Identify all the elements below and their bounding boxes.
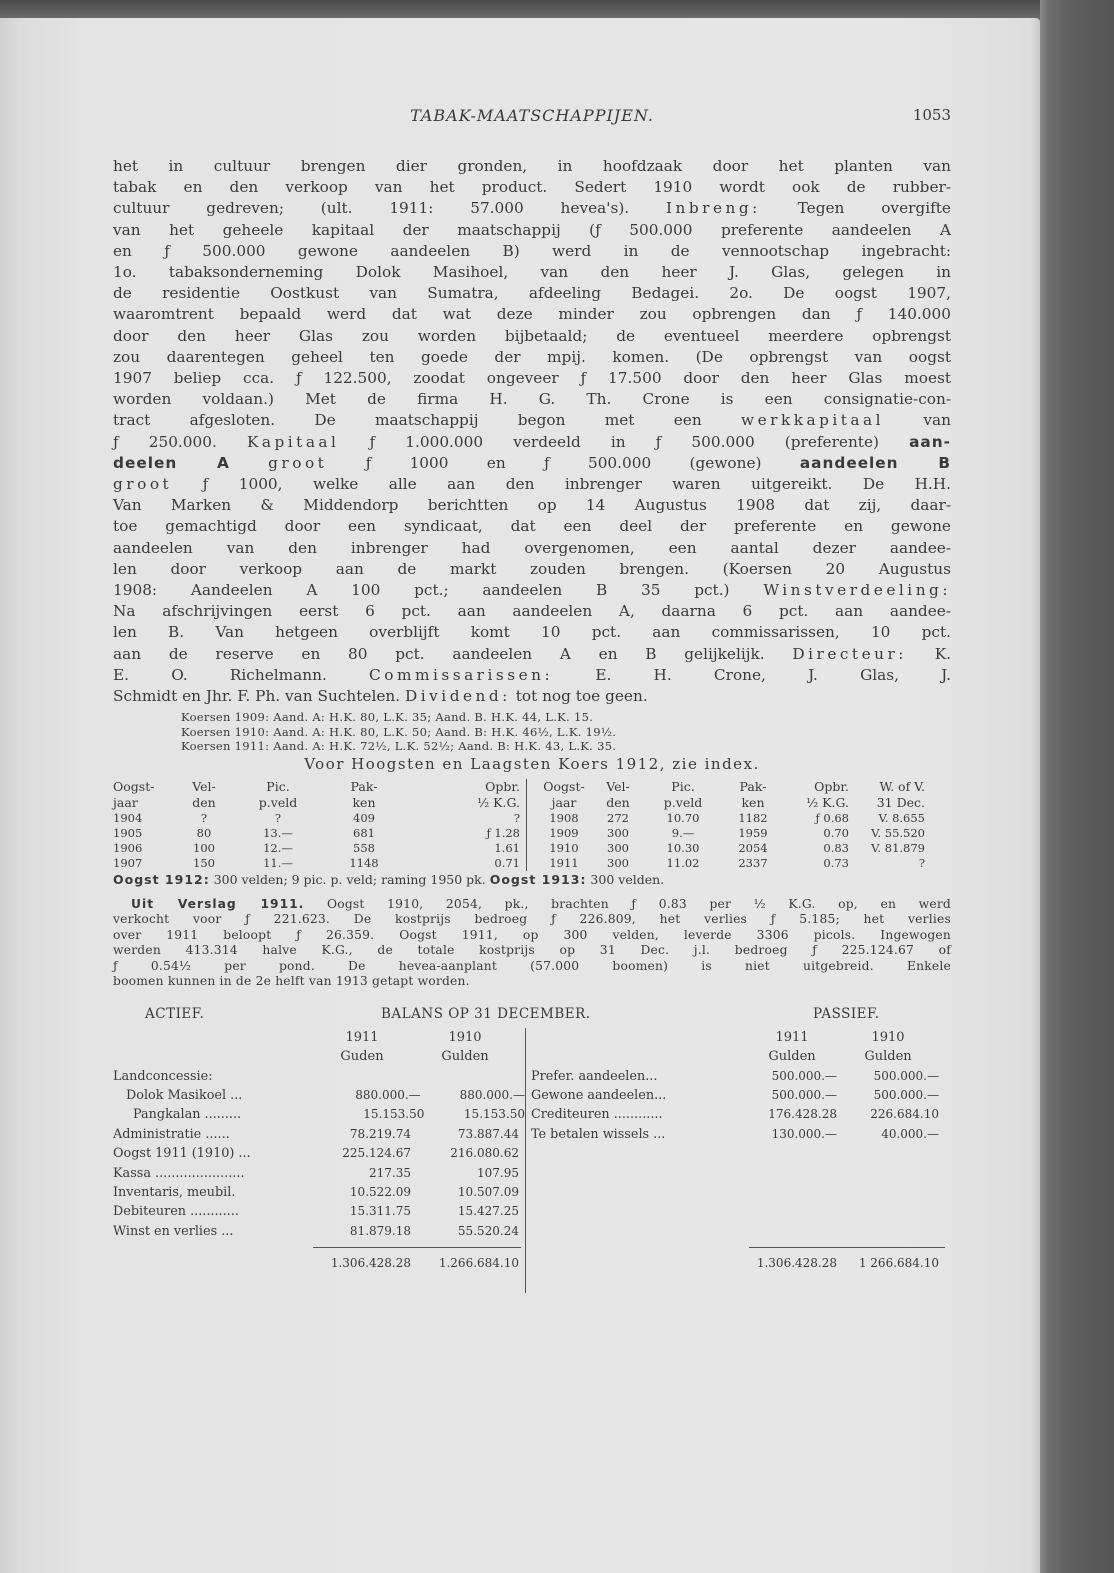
koersen-list (181, 710, 951, 754)
text-line: zou daarentegen geheel ten goede der mpij. komen. (De opbrengst van oogst (113, 347, 951, 366)
body-text (113, 156, 951, 707)
text-line: van het geheele kapitaal der maatschappij (ƒ 500.000 preferente aandeelen A (113, 220, 951, 239)
table-row: 1905 80 13.— 681 ƒ 1.28 (113, 825, 520, 840)
table-header-row: Oogst- Vel- Pic. Pak- Opbr. (113, 778, 520, 794)
actief-label: ACTIEF. (145, 1005, 205, 1022)
text-line: Uit Verslag 1911. Oogst 1910, 2054, pk., brachten ƒ 0.83 per ½ K.G. op, en werd (131, 896, 952, 911)
actief-column: 1911 1910 Guden Gulden Landconcessie: Dolok Masikoel ... 880.000.— 880.000.— Pangkalan ......... 15.153.50 15.153.50 Administratie ...... 78.219.74 73.887.44 Oogst 1911 (1910) ... 225.124.67 216.080.62 Kassa ...................... 217.35 107.95 Inventaris, meubil. 10.522.09 10.507.09 Debiteuren ............ 15.311.75 15.427.25 Winst en verlies ... 81.879.18 55.520.24 1.306.428.28 1.266.684.10 (113, 1028, 526, 1293)
text-line: groot ƒ 1000, welke alle aan den inbrenger waren uitgereikt. De H.H. (113, 475, 951, 494)
balance-row: Te betalen wissels ... 130.000.— 40.000.— (531, 1126, 939, 1142)
table-row: 1909 300 9.— 1959 0.70 V. 55.520 (549, 825, 925, 840)
table-header-row: Oogst- Vel- Pic. Pak- Opbr. W. of V. (543, 778, 925, 794)
passief-column: 1911 1910 Gulden Gulden Prefer. aandeelen... 500.000.— 500.000.— Gewone aandeelen... 500.000.— 500.000.— Crediteuren ............ 176.428.28 226.684.10 Te betalen wissels ... 130.000.— 40.000.— 1.306.428.28 1 266.684.10 (527, 1028, 947, 1270)
text-line: Schmidt en Jhr. F. Ph. van Suchtelen. Dividend: tot nog toe geen. (113, 687, 648, 706)
page-content (113, 104, 951, 1296)
balance-row: Administratie ...... 78.219.74 73.887.44 (113, 1126, 519, 1142)
text-line: 1o. tabaksonderneming Dolok Masihoel, van den heer J. Glas, gelegen in (113, 263, 951, 282)
text-line: en ƒ 500.000 gewone aandeelen B) werd in de vennootschap ingebracht: (113, 241, 951, 260)
term-inbreng: Inbreng: (665, 199, 761, 218)
balance-sheet (113, 1006, 951, 1296)
balance-row: Crediteuren ............ 176.428.28 226.684.10 (531, 1107, 939, 1123)
text-line: cultuur gedreven; (ult. 1911: 57.000 hevea's). Inbreng: Tegen overgifte (113, 199, 951, 218)
table-header-row: jaar den p.veld ken ½ K.G. 31 Dec. (551, 794, 925, 810)
balance-row: Kassa ...................... 217.35 107.95 (113, 1165, 519, 1181)
term-directeur: Directeur: (792, 644, 907, 663)
table-row: 1910 300 10.30 2054 0.83 V. 81.879 (549, 840, 925, 855)
text-line: aandeelen van den inbrenger had overgenomen, een aantal dezer aandee- (113, 538, 951, 557)
balance-row: Pangkalan ......... 15.153.50 15.153.50 (133, 1107, 525, 1123)
passief-totals: 1.306.428.28 1 266.684.10 (756, 1256, 939, 1271)
text-line: ƒ 0.54½ per pond. De hevea-aanplant (57.000 boomen) is niet uitgebreid. Enkele (113, 958, 951, 973)
index-note: Voor Hoogsten en Laagsten Koers 1912, zie index. (304, 754, 760, 773)
text-line: 1907 beliep cca. ƒ 122.500, zoodat ongeveer ƒ 17.500 door den heer Glas moest (113, 369, 951, 388)
text-line: worden voldaan.) Met de firma H. G. Th. Crone is een consignatie-con- (113, 390, 951, 409)
balance-row: Landconcessie: (113, 1068, 213, 1084)
term-werkkapitaal: werkkapitaal (740, 411, 885, 430)
text-line: ƒ 250.000. Kapitaal ƒ 1.000.000 verdeeld in ƒ 500.000 (preferente) aan- (113, 432, 951, 451)
balance-row: Winst en verlies ... 81.879.18 55.520.24 (113, 1223, 519, 1239)
balance-row: Gewone aandeelen... 500.000.— 500.000.— (531, 1087, 939, 1103)
text-line: het in cultuur brengen dier gronden, in hoofdzaak door het planten van (113, 157, 951, 175)
balance-row: Dolok Masikoel ... 880.000.— 880.000.— (126, 1087, 525, 1103)
page-number: 1053 (912, 106, 951, 124)
term-commissarissen: Commissarissen: (369, 665, 554, 684)
text-line: 1908: Aandeelen A 100 pct.; aandeelen B 35 pct.) Winstverdeeling: (113, 581, 951, 600)
running-head (113, 104, 951, 134)
balance-sheet-title: BALANS OP 31 DECEMBER. (381, 1005, 591, 1022)
running-title: TABAK-MAATSCHAPPIJEN. (410, 106, 654, 125)
balance-row: Oogst 1911 (1910) ... 225.124.67 216.080.62 (113, 1146, 519, 1162)
text-line: tabak en den verkoop van het product. Sedert 1910 wordt ook de rubber- (113, 178, 951, 197)
harvest-table-left (113, 779, 527, 871)
text-line: Na afschrijvingen eerst 6 pct. aan aandeelen A, daarna 6 pct. aan aandee- (113, 602, 951, 621)
term-winstverdeeling: Winstverdeeling: (763, 581, 951, 600)
text-line: boomen kunnen in de 2e helft van 1913 getapt worden. (113, 974, 470, 989)
table-row: 1906 100 12.— 558 1.61 (113, 840, 520, 855)
balance-row: Debiteuren ............ 15.311.75 15.427.25 (113, 1204, 519, 1220)
table-row: 1908 272 10.70 1182 ƒ 0.68 V. 8.655 (549, 810, 925, 825)
balance-row: Inventaris, meubil. 10.522.09 10.507.09 (113, 1184, 519, 1200)
table-header-row: jaar den p.veld ken ½ K.G. (113, 794, 520, 810)
oogst-forecast: Oogst 1912: 300 velden; 9 pic. p. veld; raming 1950 pk. Oogst 1913: 300 velden. (113, 871, 665, 887)
text-line: over 1911 beloopt ƒ 26.359. Oogst 1911, op 300 velden, leverde 3306 picols. Ingewogen (113, 927, 951, 942)
koersen-line: Koersen 1909: Aand. A: H.K. 80, L.K. 35; Aand. B. H.K. 44, L.K. 15. (181, 710, 594, 725)
text-line: E. O. Richelmann. Commissarissen: E. H. Crone, J. Glas, J. (113, 665, 951, 684)
table-row: 1904 ? ? 409 ? (113, 810, 520, 825)
table-row: 1911 300 11.02 2337 0.73 ? (549, 855, 925, 870)
text-line: Van Marken & Middendorp berichtten op 14 Augustus 1908 dat zij, daar- (113, 496, 951, 515)
term-kapitaal: Kapitaal (246, 432, 340, 451)
scan-top-edge (0, 0, 1114, 18)
text-line: deelen A groot ƒ 1000 en ƒ 500.000 (gewone) aandeelen B (113, 453, 951, 472)
text-line: len B. Van hetgeen overblijft komt 10 pct. aan commissarissen, 10 pct. (113, 623, 951, 642)
text-line: tract afgesloten. De maatschappij begon met een werkkapitaal van (113, 411, 951, 430)
koersen-line: Koersen 1910: Aand. A: H.K. 80, L.K. 50; Aand. B: H.K. 46½, L.K. 19½. (181, 724, 617, 739)
text-line: verkocht voor ƒ 221.623. De kostprijs bedroeg ƒ 226.809, het verlies ƒ 5.185; het verlies (113, 912, 951, 927)
text-line: waaromtrent bepaald werd dat wat deze minder zou opbrengen dan ƒ 140.000 (113, 305, 951, 324)
total-rule (749, 1247, 945, 1248)
text-line: werden 413.314 halve K.G., de totale kostprijs op 31 Dec. j.l. bedroeg ƒ 225.124.67 of (113, 943, 951, 958)
passief-label: PASSIEF. (813, 1005, 880, 1022)
koersen-line: Koersen 1911: Aand. A: H.K. 72½, L.K. 52½; Aand. B: H.K. 43, L.K. 35. (181, 739, 617, 754)
actief-totals: 1.306.428.28 1.266.684.10 (330, 1256, 519, 1271)
balance-sheet-header (113, 1006, 951, 1026)
term-aandeelen-b: aandeelen B (799, 453, 951, 472)
balance-row: Prefer. aandeelen... 500.000.— 500.000.— (531, 1068, 939, 1084)
harvest-table-right (527, 779, 925, 871)
book-binding-edge (1040, 0, 1114, 1573)
verslag-label: Uit Verslag 1911. (131, 896, 305, 911)
text-line: len door verkoop aan de markt zouden brengen. (Koersen 20 Augustus (113, 559, 951, 578)
text-line: aan de reserve en 80 pct. aandeelen A en B gelijkelijk. Directeur: K. (113, 644, 951, 663)
term-dividend: Dividend: (405, 687, 511, 706)
table-row: 1907 150 11.— 1148 0.71 (113, 855, 520, 870)
text-line: toe gemachtigd door een syndicaat, dat een deel der preferente en gewone (113, 517, 951, 536)
term-aandeelen-a: aan- (909, 432, 951, 451)
text-line: door den heer Glas zou worden bijbetaald; de eventueel meerdere opbrengst (113, 326, 951, 345)
harvest-table (113, 779, 951, 871)
total-rule (313, 1247, 521, 1248)
verslag-paragraph (113, 897, 951, 990)
text-line: de residentie Oostkust van Sumatra, afdeeling Bedagei. 2o. De oogst 1907, (113, 284, 951, 303)
